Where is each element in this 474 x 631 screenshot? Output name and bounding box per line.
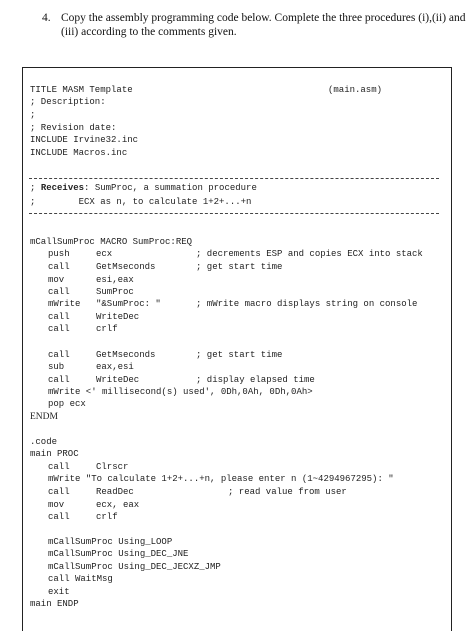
macro-call1-op: call [48,262,70,272]
macro-call1-arg: GetMseconds [96,262,156,272]
title-line: TITLE MASM Template [30,85,133,95]
macro-mwrite-comment: ; mWrite macro displays string on console [196,299,418,309]
macro-push-arg: ecx [96,249,113,259]
question-number: 4. [42,12,51,24]
macro-call1-comment: ; get start time [196,262,283,272]
macro-call5-comment: ; get start time [196,350,283,360]
receives-line-2: ; ECX as n, to calculate 1+2+...+n [30,197,252,207]
main-call3-arg: crlf [96,512,118,522]
macro-call4-arg: crlf [96,324,118,334]
main-call2-comment: ; read value from user [228,487,347,497]
macro-call5-op: call [48,350,70,360]
main-mov-arg: ecx, eax [96,500,140,510]
semicolon-line: ; [30,110,36,120]
macro-call2-op: call [48,287,70,297]
macro-call3-arg: WriteDec [96,312,140,322]
main-call2-op: call [48,487,70,497]
main-waitmsg-line: call WaitMsg [48,574,113,584]
macro-mwrite-arg: "&SumProc: " [96,299,161,309]
main-using-loop-line: mCallSumProc Using_LOOP [48,537,173,547]
main-mov-op: mov [48,500,65,510]
macro-mwrite2-line: mWrite <' millisecond(s) used', 0Dh,0Ah, 0Dh,0Ah> [48,387,313,397]
macro-call2-arg: SumProc [96,287,134,297]
macro-call4-op: call [48,324,70,334]
dashed-separator-top [29,178,439,179]
main-call2-arg: ReadDec [96,487,134,497]
main-using-dec-jecxz-line: mCallSumProc Using_DEC_JECXZ_JMP [48,562,221,572]
main-call3-op: call [48,512,70,522]
macro-mov-op: mov [48,275,65,285]
question-line-1: Copy the assembly programming code below. Complete the three procedures (i),(ii) and [61,12,466,24]
question-line-2: (iii) according to the comments given. [61,26,237,38]
macro-push-op: push [48,249,70,259]
main-proc-line: main PROC [30,449,79,459]
macro-mwrite-op: mWrite [48,299,81,309]
macro-header: mCallSumProc MACRO SumProc:REQ [30,237,193,247]
main-using-dec-jne-line: mCallSumProc Using_DEC_JNE [48,549,189,559]
macro-push-comment: ; decrements ESP and copies ECX into stack [196,249,423,259]
receives-label: Receives [40,183,85,193]
revision-line: ; Revision date: [30,123,117,133]
macro-sub-arg: eax,esi [96,362,134,372]
macro-sub-op: sub [48,362,65,372]
macro-call6-comment: ; display elapsed time [196,375,315,385]
macro-mov-arg: esi,eax [96,275,134,285]
main-exit-line: exit [48,587,70,597]
macro-call5-arg: GetMseconds [96,350,156,360]
main-call1-op: call [48,462,70,472]
main-mwrite-line: mWrite "To calculate 1+2+...+n, please enter n (1~4294967295): " [48,474,394,484]
receives-line: ; Receives: SumProc, a summation procedure [30,183,257,193]
code-directive: .code [30,437,58,447]
include-macros-line: INCLUDE Macros.inc [30,148,128,158]
main-endp-line: main ENDP [30,599,79,609]
macro-call6-arg: WriteDec [96,375,140,385]
main-call1-arg: Clrscr [96,462,129,472]
macro-call3-op: call [48,312,70,322]
include-irvine-line: INCLUDE Irvine32.inc [30,135,139,145]
filename-comment: (main.asm) [328,85,383,95]
endm-line: ENDM [30,412,58,422]
dashed-separator-bottom [29,213,439,214]
macro-call6-op: call [48,375,70,385]
description-line: ; Description: [30,97,106,107]
macro-pop-line: pop ecx [48,399,86,409]
